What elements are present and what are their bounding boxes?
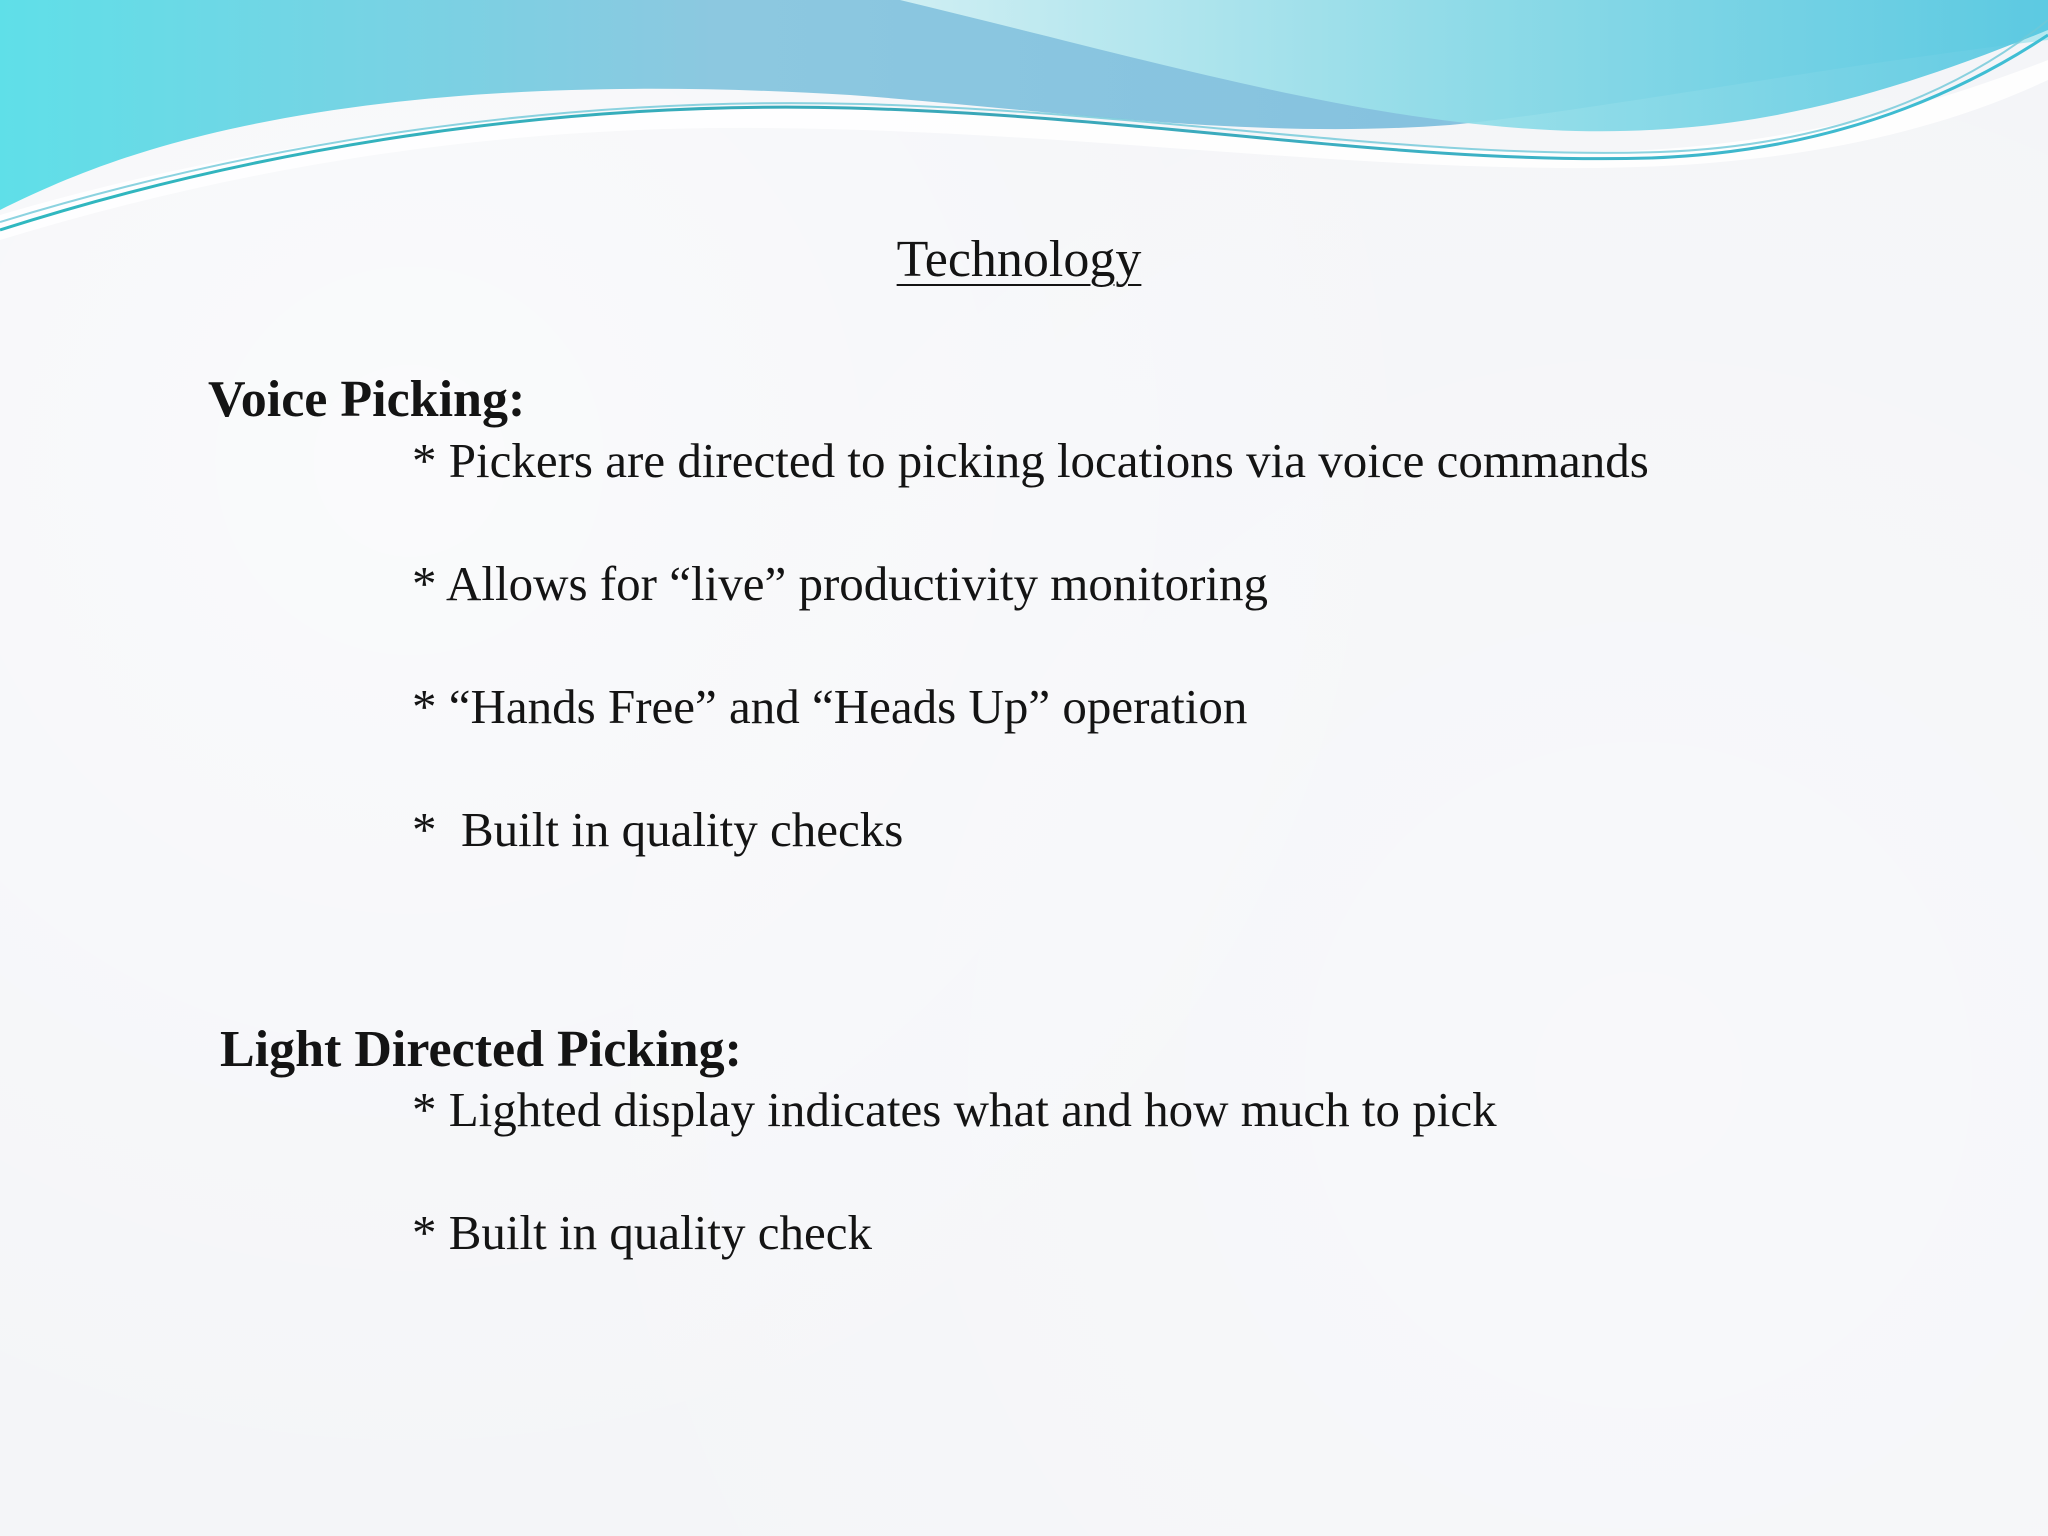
bullet-voice-4: * Built in quality checks: [412, 802, 904, 857]
bullet-light-2: * Built in quality check: [412, 1205, 872, 1260]
bullet-light-1: * Lighted display indicates what and how much to pick: [412, 1082, 1497, 1137]
section-heading-voice-picking: Voice Picking:: [208, 371, 526, 428]
bullet-voice-2: * Allows for “live” productivity monitoring: [412, 556, 1269, 611]
decorative-wave-header: [0, 0, 2048, 260]
slide-title: Technology: [896, 231, 1142, 288]
section-heading-light-directed-picking: Light Directed Picking:: [220, 1021, 742, 1078]
bullet-voice-1: * Pickers are directed to picking locations via voice commands: [412, 433, 1649, 488]
bullet-voice-3: * “Hands Free” and “Heads Up” operation: [412, 679, 1248, 734]
